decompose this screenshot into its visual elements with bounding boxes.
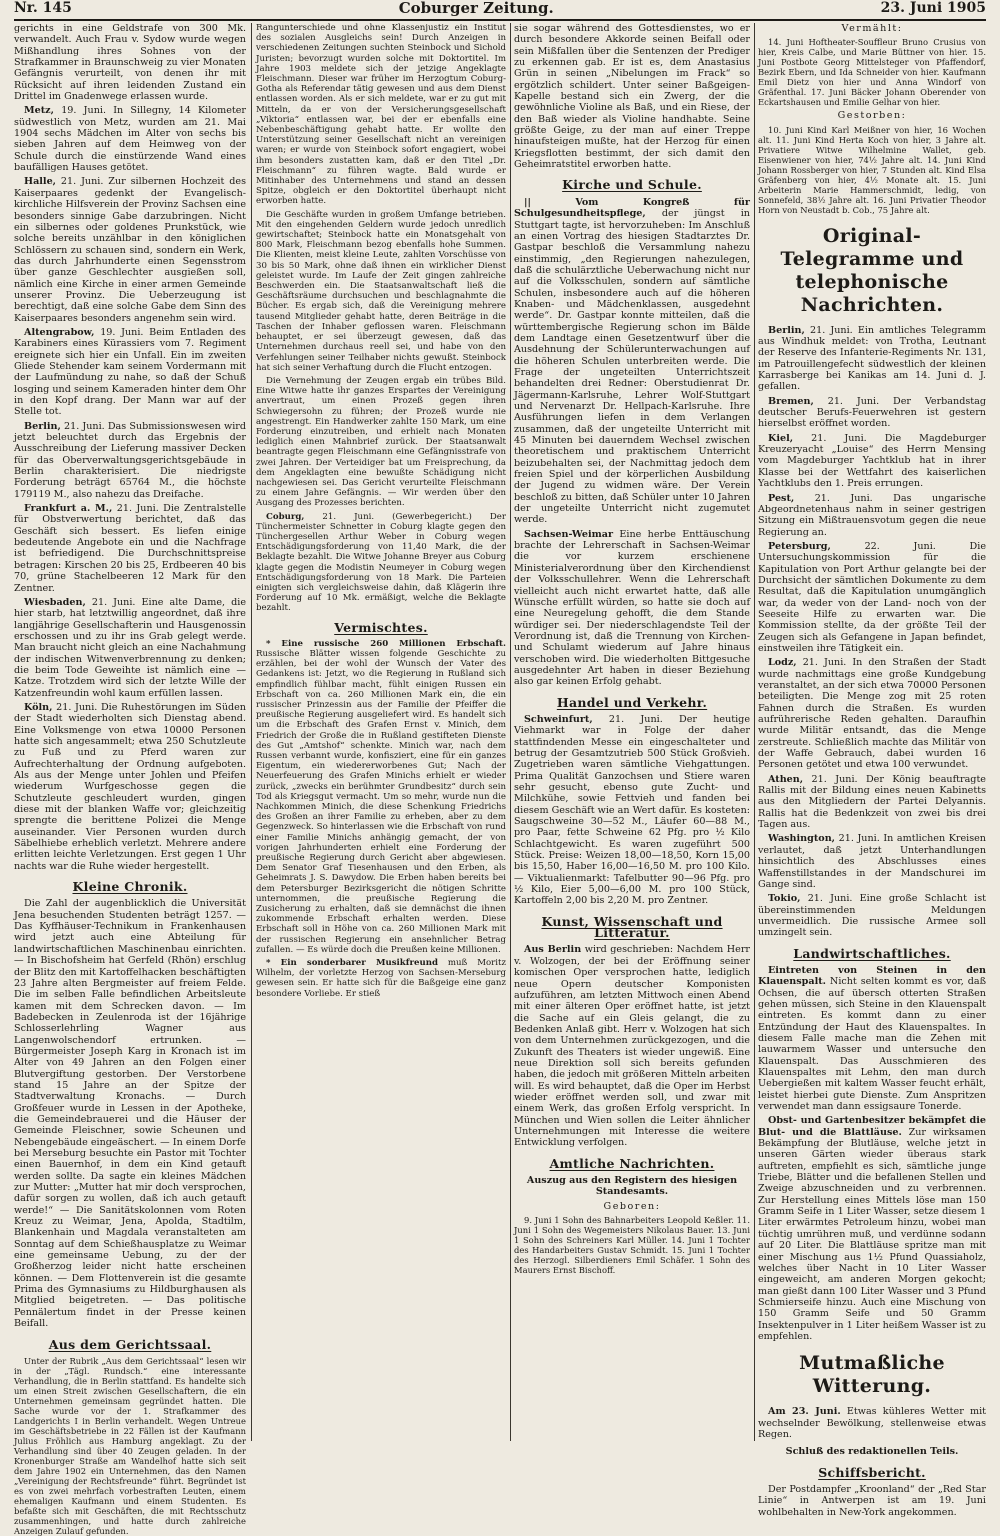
news-item (758, 541, 986, 654)
news-item (14, 105, 246, 173)
item-heading: Aus Berlin (524, 944, 582, 956)
news-item (14, 176, 246, 323)
dateline: Washington, (768, 833, 836, 845)
item-heading: Eintreten von Steinen in den Klauenspalt. (758, 964, 986, 988)
dateline: Berlin, (24, 420, 61, 432)
dateline: Wiesbaden, (24, 596, 86, 608)
column-divider (251, 23, 252, 1441)
news-item (758, 893, 986, 938)
news-item (758, 396, 986, 430)
column-divider (754, 23, 755, 1441)
masthead (14, 0, 986, 20)
news-text: 21. Juni. Die Zentralstelle für Obstverwertung berichtet, daß das Geschäft sich bessert. Es liefen einige bedeutende Angebote ein und die Nachfrage ist befriedigend. Die Durchschnittspreise betragen: Kirschen 20 bis 25, Erdbeeren 40 bis 70, grüne Stachelbeeren 12 Mark für den Zentner. (14, 503, 246, 594)
dateline: Tokio, (768, 893, 801, 905)
news-text: 19. Juni. In Sillegny, 14 Kilometer südwestlich von Metz, wurden am 21. Mai 1904 sechs Mädchen im Alter von sechs bis sieben Jahren auf dem Heimweg von der Schule durch die einstürzende Wand eines baufälligen Hauses getötet. (14, 105, 246, 174)
news-text: 21. Juni. Zur silbernen Hochzeit des Kaiserpaares gedenkt der Evangelisch-kirchliche Hilfsverein der Provinz Sachsen eine besonders sinnige Gabe darzubringen. Nicht ein silbernes oder goldenes Prunkstück, wie solche bereits unzählbar in den königlichen Schlössern zu schauen sind, sondern ein Werk, das durch Jahrhunderte einen Segensstrom über ganze Geschlechter ausgießen soll, nämlich eine Kirche in einer armen Gemeinde unserer Provinz. Die Ueberzeugung ist berechtigt, daß eine solche Gabe dem Sinn des Kaiserpaares besonders angenehm sein wird. (14, 176, 246, 324)
dateline: Berlin, (768, 324, 805, 336)
news-text: 21. Juni. Ein amtliches Telegramm aus Windhuk meldet: von Trotha, Leutnant der Reserve des Infanterie-Regiments Nr. 131, im Patrouillengefecht südwestlich der kleinen Karrasberge bei Kanikas am 14. Juni d. J. gefallen. (758, 324, 986, 393)
news-text: der jüngst in Stuttgart tagte, ist hervorzuheben: Im Anschluß an einen Vortrag des hiesigen Stadtarztes Dr. Gastpar beschloß die Versammlung nahezu einstimmig, „den Regierungen nahezulegen, daß die schulärztliche Ueberwachung nicht nur auf die Volksschulen, sondern auf sämtliche Schulen, insbesondere auch auf die höheren Knaben- und Mädchenklassen, ausgedehnt werde“. Dr. Gastpar konnte mitteilen, daß die württembergische Regierung schon im Bälde dem Landtage einen Gesetzentwurf über die Ausdehnung der Schülerunterwachungen auf die höheren Schulen unterbreiten werde. Die Frage der ungeteilten Unterrichtszeit behandelten drei Redner: Oberstudienrat Dr. Jägermann-Karlsruhe, Lehrer Wolf-Stuttgart und Nervenarzt Dr. Hellpach-Karlsruhe. Ihre Ausführungen liefen in dem Verlangen zusammen, daß der ungeteilte Unterricht mit 45 Minuten bei dauerndem Wechsel zwischen theoretischem und praktischem Unterricht beizubehalten sei, der Nachmittag jedoch dem freien Spiel und der körperlichen Ausbildung der Jugend zu widmen wäre. Der Verein beschloß zu bitten, daß Schüler unter 10 Jahren der ungeteilte Unterricht nicht zugemutet werde. (514, 208, 750, 526)
news-item (14, 503, 246, 594)
section-heading-amtlich: Amtliche Nachrichten. (549, 1155, 715, 1171)
news-item (514, 197, 750, 526)
section-heading-vermischtes: Vermischtes. (334, 619, 428, 635)
news-item (758, 965, 986, 1112)
register-entries: 14. Juni Hoftheater-Souffleur Bruno Crusius von hier, Kreis Calbe, und Marie Büttner von hier. 15. Juni Postbote Georg Mittelsteger von Pfaffendorf, Bezirk Ebern, und Ida Schneider von hier. Kaufmann Emil Dietz von hier und Anna Windorf von Gräfenthal. 17. Juni Bäcker Johann Oberender von Eckartshausen und Emilie Gelhar von hier. (758, 37, 986, 108)
article-paragraph: Die Geschäfte wurden in großem Umfange betrieben. Mit den eingehenden Geldern wurde jedoch unredlich gewirtschaftet; Steinbock hatte ein Monatsgehalt von 800 Mark, Fleischmann bezog ebenfalls hohe Summen. Die Klienten, meist kleine Leute, zahlten Vorschüsse von 30 bis 50 Mark, ohne daß ihnen ein wirklicher Dienst geleistet wurde. Im Laufe der Zeit gingen zahlreiche Beschwerden ein. Die Staatsanwaltschaft ließ die Geschäftsräume durchsuchen und beschlagnahmte die Bücher. Es ergab sich, daß die Vereinigung mehrere tausend Mitglieder gehabt hatte, deren Beiträge in die Taschen der Inhaber geflossen waren. Fleischmann behauptet, er sei überzeugt gewesen, daß das Unternehmen durchaus reell sei, und habe von den Verfehlungen seiner Teilhaber nichts gewußt. Steinbock hat sich seiner Verhaftung durch die Flucht entzogen. (256, 209, 506, 373)
article-paragraph: Unter der Rubrik „Aus dem Gerichtssaal“ lesen wir in der „Tägl. Rundsch.“ eine interessante Verhandlung, die in Berlin stattfand. Es handelte sich um einen Streit zwischen Gesellschaftern, die ein Unternehmen gemeinsam gegründet hatten. Die Sache wurde vor der 1. Strafkammer des Landgerichts I in Berlin verhandelt. Wegen Untreue im Geschäftsbetriebe in 22 Fällen ist der Kaufmann Julius Fröhlich aus Hamburg angeklagt. Zu der Verhandlung sind über 40 Zeugen geladen. In der Kronenburger Straße am Wandelhof hatte sich seit dem Jahre 1902 ein Unternehmen, das den Namen „Vereinigung der Rechtsfreunde“ führt. Begründet ist es von zwei mehrfach vorbestraften Leuten, einem ehemaligen Kaufmann und einem Studenten. Es befaßte sich mit Geschäften, die mit Rechtsschutz zusammenhingen, und hatte durch zahlreiche Anzeigen Zulauf gefunden. (14, 1355, 246, 1536)
news-text: 19. Juni. Beim Entladen des Karabiners eines Kürassiers vom 7. Regiment ereignete sich hier ein Unfall. Ein im zweiten Gliede Stehender kam seinem Vordermann mit der Laufmündung zu nahe, so daß der Schuß losging und seinem Kameraden hinter dem Ohr in den Kopf drang. Der Mann war auf der Stelle tot. (14, 326, 246, 418)
register-entries: 9. Juni 1 Sohn des Bahnarbeiters Leopold Keßler. 11. Juni 1 Sohn des Wegemeisters Nikolaus Bauer. 13. Juni 1 Sohn des Schreiners Karl Müller. 14. Juni 1 Tochter des Handarbeiters Gustav Schmidt. 15. Juni 1 Tochter des Herzogl. Silberdieners Emil Schäfer. 1 Sohn des Maurers Ernst Bischoff. (514, 1215, 750, 1276)
dateline: Am 23. Juni. (768, 1406, 841, 1418)
news-text: 22. Juni. Die Untersuchungskommission für die Kapitulation von Port Arthur gelangte bei der Durchsicht der sämtlichen Dokumente zu dem Resultat, daß die Kapitulation unumgänglich war, da weder von der Land- noch von der Seeseite Hilfe zu erwarten war. Die Kommission stellte, da der größte Teil der Zeugen sich als Gefangene in Japan befindet, einstweilen ihre Tätigkeit ein. (758, 540, 986, 654)
news-text: 21. Juni. Eine alte Dame, die hier starb, hat letztwillig angeordnet, daß ihre langjährige Gesellschafterin und Hausgenossin erschossen und zu ihr ins Grab gelegt werde. Man braucht nicht gleich an eine Nachahmung der indischen Witwenverbrennung zu denken; die beim Tode Geweihte ist nämlich eine — Katze. Trotzdem wird sich der letzte Wille der Katzenfreundin wohl kaum erfüllen lassen. (14, 596, 246, 699)
dateline: Petersburg, (768, 540, 831, 552)
news-item (758, 433, 986, 490)
news-text: Eine herbe Enttäuschung brachte der Lehrerschaft in Sachsen-Weimar die vor kurzem erschienene Ministerialverordnung über den Kirchendienst der Volksschullehrer. Wenn die Lehrerschaft vielleicht auch nicht erwartet hatte, daß alle Wünsche erfüllt würden, so hatte sie doch auf eine Neuregelung gehofft, die dem Stande würdiger sei. Der niederschlagendste Teil der Verordnung ist, daß die Trennung von Kirchen- und Schulamt wiederum auf Jahre hinaus verschoben wird. Die wiederholten Bittgesuche ausgedehnter Art haben in dieser Beziehung also gar keinen Erfolg gehabt. (514, 528, 750, 688)
news-text: Zur wirksamen Bekämpfung der Blutläuse, welche jetzt in unseren Gärten wieder überaus stark auftreten, empfiehlt es sich, sämtliche junge Triebe, Blätter und die befallenen Stellen und Zweige abzuschneiden und zu verbrennen. Zur Herstellung eines Mittels löse man 150 Gramm Seife in 1 Liter Wasser, setze diesem 1 Liter erwärmtes Petroleum hinzu, wobei man tüchtig umrühren muß, und verdünne sodann auf 20 Liter. Die Blattläuse spritze man mit einer Mischung aus 1½ Pfund Quassiaholz, welches über Nacht in 10 Liter Wasser eingeweicht, am anderen Morgen gekocht; man gießt dann 100 Liter Wasser und 3 Pfund Schmierseife hinzu. Auch eine Mischung von 150 Gramm Seife und 50 Gramm Insektenpulver in 1 Liter heißem Wasser ist zu empfehlen. (758, 1126, 986, 1342)
column-4 (758, 23, 986, 1518)
article-paragraph: Die Zahl der augenblicklich die Universität Jena besuchenden Studenten beträgt 1257. — Das Kyffhäuser-Technikum in Frankenhausen wird jetzt auch eine Abteilung für landwirtschaftlichen Maschinenbau einrichten. — In Bischofsheim hat Gerfeld (Rhön) erschlug der Blitz den mit Kartoffelhacken beschäftigten 23 Jahre alten Bergmeister auf freiem Felde. Die im selben Falle befindlichen Arbeitsleute kamen mit dem Schrecken davon. — Im Badebecken in Zeulenroda ist der 16jährige Schlosserlehrling Wagner aus Langenwolschendorf ertrunken. — Bürgermeister Joseph Karg in Kronach ist im Alter von 49 Jahren an den Folgen einer Blutvergiftung gestorben. Der Verstorbene stand 15 Jahre an der Spitze der Stadtverwaltung Kronachs. — Durch Großfeuer wurde in Lessen in der Apotheke, die Gemeindebrauerei und die Häuser der Gemeinde Fleischner, sowie Scheunen und Nebengebäude eingeäschert. — In einem Dorfe bei Merseburg besuchte ein Pastor mit Tochter einen Bauernhof, in dem ein Kind getauft werden sollte. Da sagte ein kleines Mädchen zur Mutter: „Mutter hat mir doch versprochen, dafür sorgen zu wollen, daß ich auch getauft werde!“ — Die Sanitätskolonnen vom Roten Kreuz zu Weimar, Jena, Apolda, Stadtilm, Blankenhain und Magdala veranstalteten am Sonntag auf dem Schießhausplatze zu Weimar eine gemeinsame Uebung, zu der der Großherzog leider nicht hatte erscheinen können. — Dem Flottenverein ist die gesamte Prima des Gymnasiums zu Hildburghausen als Mitglied beigetreten. — Das politische Pennälertum findet in der Presse keinen Beifall. (14, 898, 246, 1330)
news-item (14, 421, 246, 500)
dateline: Coburg, (266, 511, 305, 522)
news-text: 21. Juni. Der heutige Viehmarkt war in Folge der daher stattfindenden Messe ein eingeschalteter und betrug der Gesamtzutrieb 500 Stück Großvieh. Zugetrieben waren sämtliche Viehgattungen. Prima Qualität Ganzochsen und Stiere waren sehr gesucht, ebenso gute Zucht- und Milchkühe, sowie Fettvieh und fanden bei diesem Geschäft wie an Wert dafür. Es kosteten: Saugschweine 30—52 M., Läufer 60—88 M., pro Paar, fette Schweine 62 Pfg. pro ½ Kilo Schlachtgewicht. Es waren zugeführt 500 Stück. Preise: Weizen 18,00—18,50, Korn 15,00 bis 15,50, Haber 16,00—16,50 M. pro 100 Kilo. — Viktualienmarkt: Tafelbutter 90—96 Pfg. pro ½ Kilo, Eier 5,00—6,00 M. pro 100 Stück, Kartoffeln 2,00 bis 2,20 M. pro Zentner. (514, 713, 751, 907)
news-item (514, 944, 750, 1148)
section-heading-landwirtschaft: Landwirtschaftliches. (793, 945, 951, 961)
column-1 (14, 23, 246, 1536)
item-heading: || Vom Kongreß für Schulgesundheitspflege, (514, 196, 750, 220)
news-text: 21. Juni. Die Magdeburger Kreuzeryacht „Louise“ des Herrn Mensing vom Magdeburger Yachtklub hat in ihrer Klasse bei der Wettfahrt des kaiserlichen Yachtklubs den 1. Preis errungen. (758, 432, 986, 490)
dateline: Pest, (768, 492, 795, 504)
news-text: 21. Juni. Das Submissionswesen wird jetzt beleuchtet durch das Ergebnis der Ausschreibung der Lieferung massiver Decken für das Oberverwaltungsgerichtsgebäude in Berlin charakterisiert. Die niedrigste Forderung beträgt 65764 M., die höchste 179119 M., also nahezu das Dreifache. (14, 420, 246, 500)
column-2 (256, 23, 506, 1441)
news-item (758, 657, 986, 770)
editorial-end-note: Schluß des redaktionellen Teils. (785, 1446, 959, 1458)
item-heading: Obst- und Gartenbesitzer bekämpfet die Blut- und die Blattläuse. (758, 1115, 986, 1138)
article-paragraph: gerichts in eine Geldstrafe von 300 Mk. verwandelt. Auch Frau v. Sydow wurde wegen Mißhandlung ihres Sohnes von der Strafkammer in Braunschweig zu vier Monaten Gefängnis verurteilt, von denen ihr mit Rücksicht auf ihren leidenden Zustand ein Drittel im Gnadenwege erlassen wurde. (14, 23, 246, 103)
register-title: Auszug aus den Registern des hiesigen Standesamts. (526, 1175, 738, 1198)
news-text: 21. Juni. In den Straßen der Stadt wurde nachmittags eine große Kundgebung veranstaltet, an der sich etwa 70000 Personen beteiligten. Die Menge zog mit 25 roten Fahnen durch die Straßen. Es wurden aufrührerische Reden gehalten. Daraufhin wurde Militär entsandt, das die Menge zerstreute. Schließlich machte das Militär von der Waffe Gebrauch, dabei wurden 16 Personen getötet und etwa 100 verwundet. (758, 657, 986, 771)
section-heading-kirche: Kirche und Schule. (562, 177, 702, 193)
register-subheading: Gestorben: (837, 110, 907, 122)
news-text: 21. Juni. Die Ruhestörungen im Süden der Stadt wiederholten sich Dienstag abend. Eine Volksmenge von etwa 10000 Personen hatte sich angesammelt; etwa 250 Schutzleute zu Fuß und zu Pferd waren zur Aufrechterhaltung der Ordnung aufgeboten. Als aus der Menge unter Johlen und Pfeifen wiederum Wurfgeschosse gegen die Schutzleute geschleudert wurden, gingen diese mit der blanken Waffe vor; gleichzeitig sprengte die berittene Polizei die Menge auseinander. Vier Personen wurden durch Säbelhiebe erheblich verletzt. Mehrere andere erlitten leichte Verletzungen. Erst gegen 1 Uhr nachts war die Ruhe wieder hergestellt. (14, 701, 246, 872)
article-paragraph: Der Postdampfer „Kroonland“ der „Red Star Linie“ in Antwerpen ist am 19. Juni wohlbehalten in New-York angekommen. (758, 1483, 986, 1518)
news-item (758, 833, 986, 890)
register-subheading: Geboren: (603, 1200, 661, 1212)
section-heading-schiffsbericht: Schiffsbericht. (818, 1464, 926, 1480)
news-text: 21. Juni. (Gewerbegericht.) Der Tünchermeister Schnetter in Coburg klagte gegen den Tünchergesellen Arthur Weber in Coburg wegen Entschädigungsforderung von 11,40 Mark, die der Beklagte bezahlt. Die Witwe Johanne Breyer aus Coburg klagte gegen die Modistin Neumeyer in Coburg wegen Entschädigungsforderung von 18 Mark. Die Parteien einigten sich vergleichsweise dahin, daß Klägerin ihre Forderung auf 10 Mk. ermäßigt, welche die Beklagte bezahlt. (256, 511, 506, 614)
news-item (14, 597, 246, 699)
news-text: 21. Juni. Das ungarische Abgeordnetenhaus nahm in seiner gestrigen Sitzung ein Mißtrauensvotum gegen die neue Regierung an. (758, 492, 986, 538)
item-heading: Sachsen-Weimar (524, 528, 614, 540)
article-paragraph: Die Vernehmung der Zeugen ergab ein trübes Bild. Eine Witwe hatte ihr ganzes Erspartes der Vereinigung anvertraut, um einen Prozeß gegen ihren Schwiegersohn zu führen; der Prozeß wurde nie angestrengt. Ein Handwerker zahlte 150 Mark, um eine Forderung einzutreiben, und erhielt nach Monaten lediglich einen Mahnbrief zurück. Der Staatsanwalt beantragte gegen Fleischmann eine Gefängnisstrafe von zwei Jahren. Der Verteidiger bat um Freisprechung, da dem Angeklagten eine bewußte Schädigung nicht nachgewiesen sei. Das Gericht verurteilte Fleischmann zu einem Jahre Gefängnis. — Wir werden über den Ausgang des Prozesses berichten. (256, 375, 506, 509)
news-text: 21. Juni. Der Verbandstag deutscher Berufs-Feuerwehren ist gestern hierselbst eröffnet worden. (758, 395, 986, 430)
issue-date: 23. Juni 1905 (880, 0, 986, 16)
dateline: Halle, (24, 176, 57, 188)
dateline: Köln, (24, 701, 53, 713)
dateline: Kiel, (768, 432, 794, 444)
section-heading-kunst: Kunst, Wissenschaft und Litteratur. (541, 913, 723, 941)
news-text: 21. Juni. Der König beauftragte Rallis mit der Bildung eines neuen Kabinetts aus den Mitgliedern der Partei Delyannis. Rallis hat die Bedenkzeit von zwei bis drei Tagen aus. (758, 773, 986, 831)
dateline: Lodz, (768, 657, 797, 669)
dateline: Athen, (768, 773, 804, 785)
issue-number: Nr. 145 (14, 0, 72, 16)
news-text: Russische Blätter wissen folgende Geschichte zu erzählen, bei der wohl der Wunsch der Vater des Gedankens ist: Jetzt, wo die Regierung in Rußland sich empfindlich fühlbar macht, fühlt einigen Russen ein Erbschaft von ca. 260 Millionen Mark ein, die ein russischer Prinzessin aus der Familie der Pfeiffer die preußische Regierung ausgeliefert wird. Es handelt sich um die Erbschaft des Grafen Ernst v. Minich, dem Friedrich der Große die in Rußland gestifteten Dienste des Gut „Amtshof“ schenkte. Minich war, nach dem Russen verbannt wurde, konfisziert, eine für ein ganzes Eigentum, ein wiedererworbenes Gut; Nach der Neuerfeuerung des Grafen Minichs erhielt er wieder zurück, „zwecks ein berühmter Grundbesitz“ durch sein Tod als Kriegsgut vermacht. Um so mehr, wurde nun die Nachkommen Minich, die diese Schenkung Friedrichs des Großen an ihrer Familie zu erheben, aber zu dem Gegenzweck. So hinterlassen wie die Erbschaft von rund einer Familie Minichs anhängig gemacht, der von vorigen Jahrhunderten erhielt eine Forderung der preußische Regierung durch Gericht aber abgewiesen. Dem Senator Graf Tiesenhausen und den Erben, als Geheimrats J. S. Dawydow. Die Erben haben bereits bei dem Petersburger Bezirksgericht die nötigen Schritte unternommen, die preußische Regierung die Zusicherung zu erhalten, daß sie demnächst die ihnen zukommende Erbschaft erhalten werden. Diese Erbschaft soll in Höhe von ca. 260 Millionen Mark mit der russischen Regierung ein ansehnlicher Betrag zufallen. — Es würde doch die Preußen keine Millionen. (256, 648, 506, 955)
news-text: Nicht selten kommt es vor, daß Ochsen, die auf übersch otterten Straßen gehen müssen, sich Steine in den Klauenspalt eintreten. Es kommt dann zu einer Entzündung der Haut des Klauenspaltes. In diesem Falle mache man die Zehen mit lauwarmem Wasser und untersuche den Klauenspalt. Das Ausschmieren des Klauenspaltes mit Lehm, den man durch Uebergießen mit kaltem Wasser feucht erhält, leistet hierbei gute Dienste. Zum Anspritzen verwendet man dann essigsaure Tonerde. (758, 976, 986, 1113)
news-item (514, 529, 750, 688)
masthead-rule (14, 19, 986, 21)
article-paragraph: sie sogar während des Gottesdienstes, wo er durch besondere Akkorde seinen Beifall oder sein Mißfallen über die Sentenzen der Prediger zu erkennen gab. Er ist es, dem Anastasius Grün in seinen „Nibelungen im Frack“ so ergötzlich schildert. Unter seiner Baßgeigen-Kapelle bestand sich ein Zwerg, der die gewöhnliche Violine als Baß, und ein Riese, der den Baß wieder als Violine handhabte. Seine größte Geige, zu der man auf einer Treppe hinaufsteigen mußte, hat der Herzog für einen Kriegsflotten bestimmt, der sich damit den Geheimratstitel erworben hatte. (514, 23, 750, 171)
dateline: Bremen, (768, 395, 814, 407)
news-item (256, 958, 506, 999)
item-heading: * Eine russische 260 Millionen Erbschaft. (266, 638, 506, 649)
section-heading-witterung: Mutmaßliche Witterung. (799, 1352, 945, 1398)
news-item (14, 702, 246, 872)
news-item (758, 325, 986, 393)
dateline: Schweinfurt, (524, 713, 593, 725)
newspaper-title: Coburger Zeitung. (398, 0, 554, 17)
news-text: Etwas kühleres Wetter mit wechselnder Bewölkung, stellenweise etwas Regen. (758, 1406, 986, 1440)
news-item (14, 327, 246, 418)
section-heading-handel: Handel und Verkehr. (556, 694, 708, 710)
dateline: Frankfurt a. M., (24, 503, 113, 515)
section-heading-telegramme: Original-Telegramme und telephonische Nachrichten. (780, 224, 964, 316)
news-item (758, 774, 986, 831)
article-paragraph: Rangunterschiede und ohne Klassenjustiz ein Institut des sozialen Ausgleichs sein! Durch Anzeigen in verschiedenen Zeitungen suchten Steinbock und Sichold Juristen; bevorzugt wurden solche mit Doktortitel. Im Jahre 1903 meldete sich der jetzige Angeklagte Fleischmann. Dieser war früher im Herzogtum Coburg-Gotha als Referendar tätig gewesen und aus dem Dienst entlassen worden. Als er sich meldete, war er zu gut mit Mitteln, da er von der Versicherungsgesellschaft „Viktoria“ entlassen war, bei der er ebenfalls eine Nebenbeschäftigung gehabt hatte. Er wollte den Unterstützung seiner Gesellschaft nicht an vereinigen waren; er wurde von Steinbock sofort engagiert, wobei ihm besonders zustatten kam, daß er den Titel „Dr. Fleischmann“ zu führen wagte. Bald wurde er Mitinhaber des Unternehmens und stand an dessen Spitze, obgleich er den Doktortitel überhaupt nicht erworben hatte. (256, 23, 506, 207)
section-heading-chronik: Kleine Chronik. (72, 879, 188, 895)
column-divider (510, 23, 511, 1441)
register-entries: 10. Juni Kind Karl Meißner von hier, 16 Wochen alt. 11. Juni Kind Herta Koch von hier, 3 Jahre alt. Privatiere Witwe Wilhelmine Wallet, geb. Eisenwiener von hier, 74½ Jahre alt. 14. Juni Kind Johann Rossberger von hier, 7 Stunden alt. Kind Elsa Gräfenberg von hier, 4½ Monate alt. 15. Juni Arbeiterin Marie Hammerschmidt, ledig, von Sonnefeld, 38½ Jahre alt. 16. Juni Privatier Theodor Horn von Neustadt b. Cob., 75 Jahre alt. (758, 124, 986, 215)
news-item (758, 1406, 986, 1440)
news-item (514, 714, 750, 907)
register-subheading: Vermählt: (841, 23, 903, 34)
news-item (758, 1115, 986, 1342)
dateline: Metz, (24, 105, 54, 117)
section-heading-gerichtssaal: Aus dem Gerichtssaal. (48, 1336, 212, 1352)
news-item (256, 512, 506, 614)
news-text: wird geschrieben: Nachdem Herr v. Wolzogen, der bei der Eröffnung seiner komischen Oper versprochen hatte, lediglich neue Opern deutscher Komponisten aufzuführen, am letzten Mittwoch einen Abend mit einer älteren Oper eröffnet hatte, ist jetzt die Sache auf ein Gleis gelangt, die zu Bedenken Anlaß gibt. Herr v. Wolzogen hat sich von dem Unternehmen zurückgezogen, und die Zukunft des Theaters ist wieder ungewiß. Eine neue Direktion soll sich bereits gefunden haben, die jedoch mit größeren Mitteln arbeiten will. Es wird behauptet, daß die Oper im Herbst wieder eröffnet werden soll, und zwar mit einem Werk, das großen Erfolg verspricht. In München und Wien sollen die Leiter ähnlicher Unternehmungen mit Interesse die weitere Entwicklung verfolgen. (514, 944, 750, 1149)
news-item (256, 639, 506, 955)
columns (14, 23, 986, 1536)
news-text: muß Moritz Wilhelm, der vorletzte Herzog von Sachsen-Merseburg gewesen sein. Er hatte sich für die Baßgeige eine ganz besondere Vorliebe. Er stieß (256, 958, 507, 999)
news-text: 21. Juni. In amtlichen Kreisen verlautet, daß jetzt Unterhandlungen hinsichtlich des Abschlusses eines Waffenstillstandes in der Mandschurei im Gange sind. (758, 833, 986, 890)
dateline: Altengrabow, (24, 326, 95, 338)
news-item (758, 493, 986, 538)
item-heading: * Ein sonderbarer Musikfreund (266, 958, 438, 969)
column-3 (514, 23, 750, 1441)
news-text: 21. Juni. Eine große Schlacht ist übereinstimmenden Meldungen unvermeidlich. Die russische Armee soll umzingelt sein. (758, 893, 986, 939)
